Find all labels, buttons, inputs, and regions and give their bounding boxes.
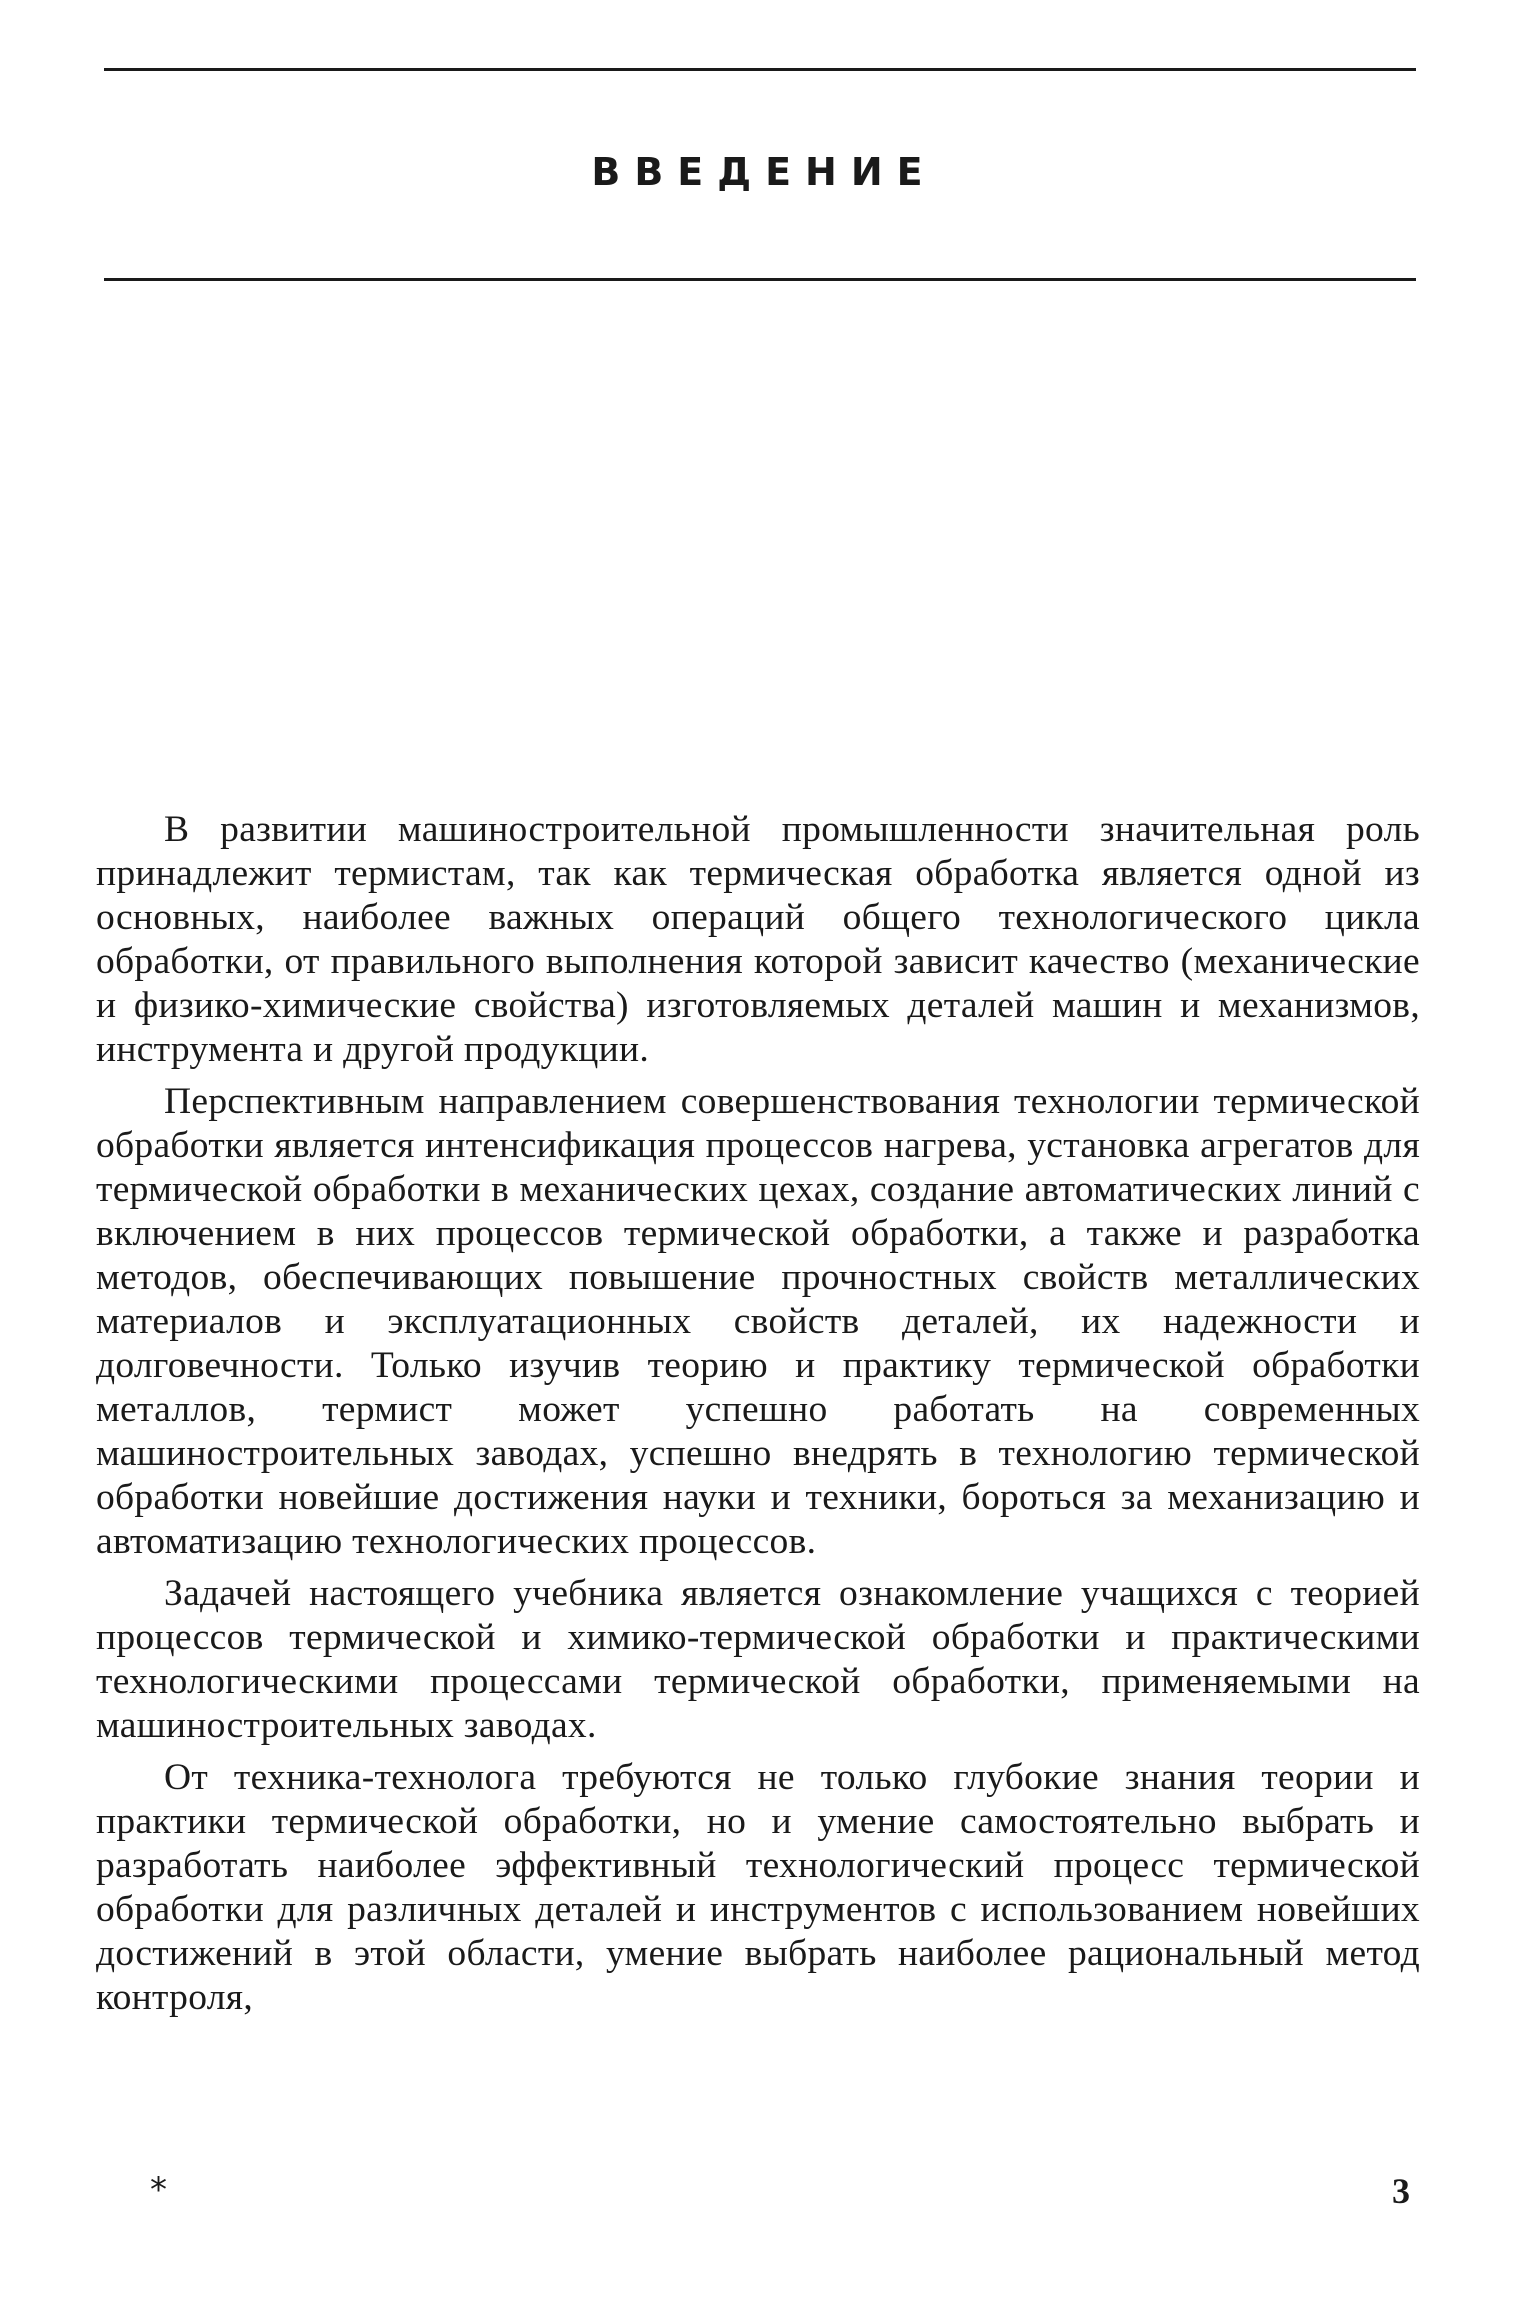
paragraph-1: В развитии машиностроительной промышленности значительная роль принадлежит термистам, так как термическая обработка является одной из основных, наиболее важных операций общего технологического цикла обработки, от правильного выполнения которой зависит качество (механические и физико-химические свойства) изготовляемых деталей машин и механизмов, инструмента и другой продукции. bbox=[96, 809, 1420, 1070]
bottom-rule bbox=[104, 278, 1416, 281]
chapter-heading: ВВЕДЕНИЕ bbox=[591, 150, 937, 194]
paragraph-4: От техника-технолога требуются не только глубокие знания теории и практики термической обработки, но и умение самостоятельно выбрать и разработать наиболее эффективный технологический процесс термической обработки для различных деталей и инструментов с использованием новейших достижений в этой области, умение выбрать наиболее рациональный метод контроля, bbox=[96, 1757, 1420, 2018]
paragraph-2: Перспективным направлением совершенствования технологии термической обработки является интенсификация процессов нагрева, установка агрегатов для термической обработки в механических цехах, создание автоматических линий с включением в них процессов термической обработки, а также и разработка методов, обеспечивающих повышение прочностных свойств металлических материалов и эксплуатационных свойств деталей, их надежности и долговечности. Только изучив теорию и практику термической обработки металлов, термист может успешно работать на современных машиностроительных заводах, успешно внедрять в технологию термической обработки новейшие достижения науки и техники, бороться за механизацию и автоматизацию технологических процессов. bbox=[96, 1081, 1420, 1562]
top-rule bbox=[104, 68, 1416, 71]
footer-mark: * bbox=[150, 2170, 167, 2210]
page-number: 3 bbox=[1392, 2171, 1410, 2211]
paragraph-3: Задачей настоящего учебника является ознакомление учащихся с теорией процессов термической и химико-термической обработки и практическими технологическими процессами термической обработки, применяемыми на машиностроительных заводах. bbox=[96, 1573, 1420, 1746]
body-text bbox=[96, 808, 1420, 2028]
